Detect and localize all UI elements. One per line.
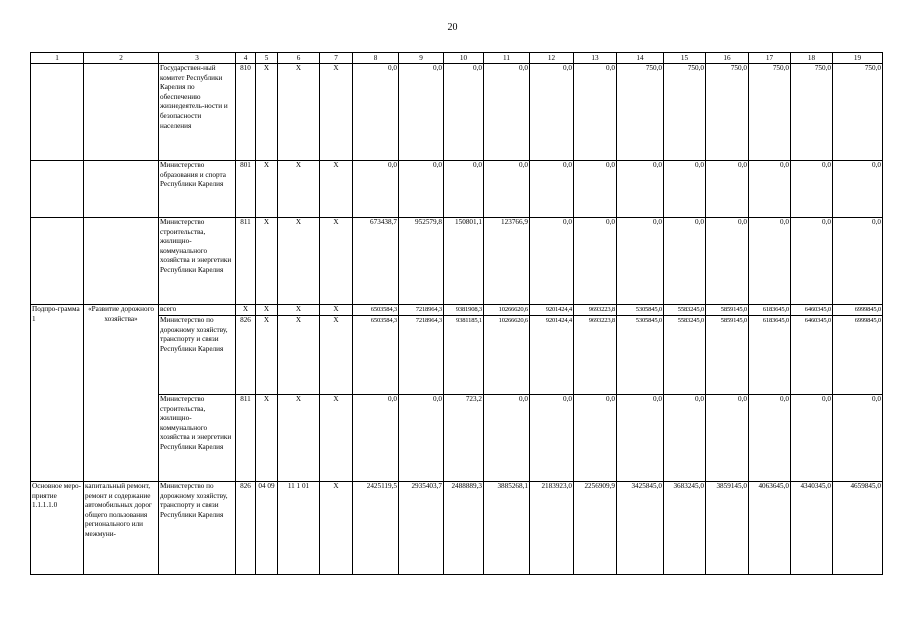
- code-cell: 811: [236, 395, 256, 482]
- code-cell: X: [320, 395, 353, 482]
- value-cell: 0,0: [530, 161, 574, 218]
- value-cell: 2183923,0: [530, 482, 574, 575]
- value-cell: 5859145,0: [706, 305, 749, 316]
- value-cell: 0,0: [574, 218, 617, 305]
- code-cell: 811: [236, 218, 256, 305]
- value-cell: 0,0: [791, 161, 833, 218]
- value-cell: 952579,8: [399, 218, 444, 305]
- value-cell: 10266620,6: [484, 305, 530, 316]
- value-cell: 9201424,4: [530, 316, 574, 395]
- value-cell: 4659845,0: [833, 482, 883, 575]
- executor-cell: Государствен-ный комитет Республики Карелия по обеспечению жизнедеятель-ности и безопасности населения: [159, 64, 236, 161]
- value-cell: 5305845,0: [617, 316, 664, 395]
- code-cell: 826: [236, 482, 256, 575]
- value-cell: 0,0: [574, 395, 617, 482]
- column-header: 10: [444, 53, 484, 64]
- name-cell: капитальный ремонт, ремонт и содержание автомобильных дорог общего пользования регионального или межмуни-: [84, 482, 159, 575]
- value-cell: 0,0: [530, 395, 574, 482]
- value-cell: 0,0: [706, 218, 749, 305]
- value-cell: 0,0: [617, 395, 664, 482]
- value-cell: 6503584,3: [353, 316, 399, 395]
- value-cell: 0,0: [791, 395, 833, 482]
- program-cell: [31, 218, 84, 305]
- value-cell: 0,0: [484, 395, 530, 482]
- value-cell: 0,0: [444, 161, 484, 218]
- value-cell: 0,0: [833, 161, 883, 218]
- value-cell: 3885268,1: [484, 482, 530, 575]
- column-header: 12: [530, 53, 574, 64]
- value-cell: 6503584,3: [353, 305, 399, 316]
- value-cell: 0,0: [664, 395, 706, 482]
- column-header: 8: [353, 53, 399, 64]
- value-cell: 5305845,0: [617, 305, 664, 316]
- column-header: 11: [484, 53, 530, 64]
- value-cell: 6183645,0: [749, 305, 791, 316]
- value-cell: 10266620,6: [484, 316, 530, 395]
- code-cell: X: [320, 64, 353, 161]
- executor-cell: Министерство образования и спорта Республики Карелия: [159, 161, 236, 218]
- table-row: [31, 64, 883, 161]
- budget-table: [30, 52, 883, 575]
- value-cell: 750,0: [617, 64, 664, 161]
- column-header: 7: [320, 53, 353, 64]
- executor-cell: Министерство по дорожному хозяйству, транспорту и связи Республики Карелия: [159, 482, 236, 575]
- column-header: 9: [399, 53, 444, 64]
- value-cell: 2256909,9: [574, 482, 617, 575]
- code-cell: X: [320, 316, 353, 395]
- code-cell: X: [256, 161, 278, 218]
- column-header: 1: [31, 53, 84, 64]
- value-cell: 2488889,3: [444, 482, 484, 575]
- executor-cell: всего: [159, 305, 236, 316]
- value-cell: 9381185,1: [444, 316, 484, 395]
- value-cell: 0,0: [444, 64, 484, 161]
- value-cell: 0,0: [749, 395, 791, 482]
- code-cell: X: [256, 305, 278, 316]
- column-header: 16: [706, 53, 749, 64]
- table-row: [31, 161, 883, 218]
- code-cell: X: [278, 161, 320, 218]
- program-cell: Основное меро-приятие 1.1.1.1.0: [31, 482, 84, 575]
- value-cell: 5583245,0: [664, 316, 706, 395]
- value-cell: 750,0: [706, 64, 749, 161]
- value-cell: 750,0: [833, 64, 883, 161]
- value-cell: 0,0: [664, 161, 706, 218]
- table-row: [31, 218, 883, 305]
- column-header: 17: [749, 53, 791, 64]
- column-header: 19: [833, 53, 883, 64]
- code-cell: X: [278, 64, 320, 161]
- value-cell: 9201424,4: [530, 305, 574, 316]
- executor-cell: Министерство по дорожному хозяйству, транспорту и связи Республики Карелия: [159, 316, 236, 395]
- value-cell: 0,0: [617, 218, 664, 305]
- executor-cell: Министерство строительства, жилищно-коммунального хозяйства и энергетики Республики Карелия: [159, 395, 236, 482]
- value-cell: 0,0: [353, 395, 399, 482]
- value-cell: 0,0: [353, 64, 399, 161]
- table-row: [31, 316, 883, 395]
- value-cell: 0,0: [399, 64, 444, 161]
- code-cell: X: [278, 316, 320, 395]
- code-cell: 04 09: [256, 482, 278, 575]
- value-cell: 6183645,0: [749, 316, 791, 395]
- value-cell: 6460345,0: [791, 305, 833, 316]
- page-number: 20: [447, 22, 458, 33]
- value-cell: 6999845,0: [833, 316, 883, 395]
- column-header: 6: [278, 53, 320, 64]
- table-row: [31, 305, 883, 316]
- table-row: [31, 395, 883, 482]
- name-cell: «Развитие дорожного хозяйства»: [84, 305, 159, 482]
- executor-cell: Министерство строительства, жилищно-коммунального хозяйства и энергетики Республики Карелия: [159, 218, 236, 305]
- value-cell: 5583245,0: [664, 305, 706, 316]
- column-header: 5: [256, 53, 278, 64]
- code-cell: X: [256, 316, 278, 395]
- code-cell: X: [320, 482, 353, 575]
- value-cell: 0,0: [530, 218, 574, 305]
- name-cell: [84, 218, 159, 305]
- value-cell: 0,0: [749, 161, 791, 218]
- column-header: 4: [236, 53, 256, 64]
- value-cell: 0,0: [399, 161, 444, 218]
- value-cell: 3425845,0: [617, 482, 664, 575]
- value-cell: 7218964,3: [399, 316, 444, 395]
- value-cell: 0,0: [664, 218, 706, 305]
- value-cell: 750,0: [791, 64, 833, 161]
- program-cell: [31, 64, 84, 161]
- value-cell: 6460345,0: [791, 316, 833, 395]
- program-cell: Подпро-грамма 1: [31, 305, 84, 482]
- value-cell: 2425119,5: [353, 482, 399, 575]
- code-cell: X: [278, 218, 320, 305]
- code-cell: X: [278, 305, 320, 316]
- column-header: 2: [84, 53, 159, 64]
- value-cell: 150801,1: [444, 218, 484, 305]
- column-header: 3: [159, 53, 236, 64]
- name-cell: [84, 64, 159, 161]
- value-cell: 750,0: [749, 64, 791, 161]
- code-cell: X: [320, 218, 353, 305]
- code-cell: X: [256, 64, 278, 161]
- value-cell: 0,0: [833, 395, 883, 482]
- value-cell: 0,0: [399, 395, 444, 482]
- value-cell: 7218964,3: [399, 305, 444, 316]
- header-row: [31, 53, 883, 64]
- value-cell: 0,0: [617, 161, 664, 218]
- value-cell: 9381908,3: [444, 305, 484, 316]
- code-cell: 11 1 01: [278, 482, 320, 575]
- value-cell: 2935403,7: [399, 482, 444, 575]
- value-cell: 0,0: [574, 161, 617, 218]
- value-cell: 0,0: [484, 161, 530, 218]
- code-cell: X: [256, 218, 278, 305]
- column-header: 14: [617, 53, 664, 64]
- value-cell: 0,0: [833, 218, 883, 305]
- value-cell: 0,0: [791, 218, 833, 305]
- table-row: [31, 482, 883, 575]
- code-cell: X: [256, 395, 278, 482]
- value-cell: 3683245,0: [664, 482, 706, 575]
- program-cell: [31, 161, 84, 218]
- value-cell: 3859145,0: [706, 482, 749, 575]
- value-cell: 9693223,8: [574, 305, 617, 316]
- column-header: 13: [574, 53, 617, 64]
- value-cell: 123766,9: [484, 218, 530, 305]
- column-header: 15: [664, 53, 706, 64]
- value-cell: 5859145,0: [706, 316, 749, 395]
- value-cell: 4063645,0: [749, 482, 791, 575]
- column-header: 18: [791, 53, 833, 64]
- value-cell: 4340345,0: [791, 482, 833, 575]
- value-cell: 0,0: [706, 161, 749, 218]
- value-cell: 750,0: [664, 64, 706, 161]
- value-cell: 9693223,8: [574, 316, 617, 395]
- value-cell: 723,2: [444, 395, 484, 482]
- name-cell: [84, 161, 159, 218]
- value-cell: 0,0: [353, 161, 399, 218]
- value-cell: 0,0: [706, 395, 749, 482]
- code-cell: 801: [236, 161, 256, 218]
- code-cell: X: [320, 305, 353, 316]
- code-cell: X: [320, 161, 353, 218]
- code-cell: X: [278, 395, 320, 482]
- value-cell: 0,0: [574, 64, 617, 161]
- code-cell: 810: [236, 64, 256, 161]
- value-cell: 6999845,0: [833, 305, 883, 316]
- value-cell: 673438,7: [353, 218, 399, 305]
- value-cell: 0,0: [484, 64, 530, 161]
- value-cell: 0,0: [749, 218, 791, 305]
- code-cell: 826: [236, 316, 256, 395]
- value-cell: 0,0: [530, 64, 574, 161]
- code-cell: X: [236, 305, 256, 316]
